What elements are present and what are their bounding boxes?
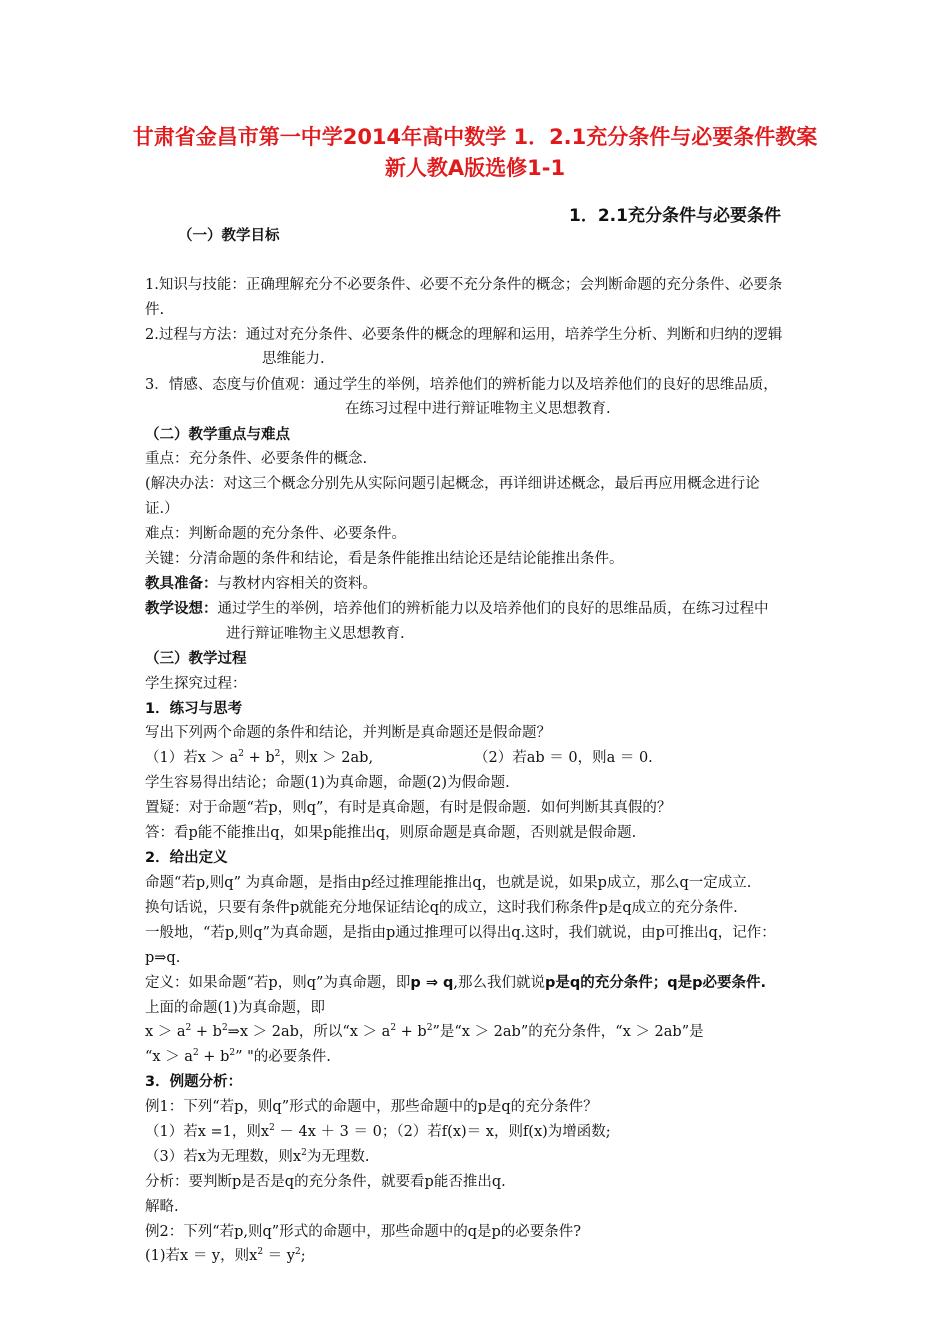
idea-line [145,599,769,619]
idea-label: 教学设想： [145,601,218,617]
practice-proposition-2: （2）若ab ＝ 0，则a ＝ 0. [474,750,653,766]
document-subtitle: 新人教A版选修1-1 [384,156,566,180]
tools-text: 与教材内容相关的资料。 [217,576,377,592]
example-1-analysis: 分析：要判断p是否是q的充分条件，就要看p能否推出q. [145,1174,506,1190]
tools-label: 教具准备： [145,576,218,592]
method-text-cont: 证.） [145,501,179,517]
practice-doubt: 置疑：对于命题“若p，则q”，有时是真命题，有时是假命题．如何判断其真假的？ [145,800,672,816]
example-1-solution: 解略. [145,1199,179,1215]
practice-answer: 答：看p能不能推出q，如果p能推出q，则原命题是真命题，否则就是假命题. [145,825,637,841]
practice-heading: 1．练习与思考 [145,701,243,717]
definition-heading: 2．给出定义 [145,850,228,866]
definition-line-8: “$x > a^2 + b^2$” "的必要条件. [145,1048,331,1065]
objective-2: 2.过程与方法：通过对充分条件、必要条件的概念的理解和运用，培养学生分析、判断和归纳的逻辑 [145,327,783,343]
example-1-item-3: （3）若x为无理数，则$x^2$为无理数. [145,1148,370,1165]
objective-3: 3．情感、态度与价值观：通过学生的举例，培养他们的辨析能力以及培养他们的良好的思维品质， [145,377,778,393]
difficulty-text: 难点：判断命题的充分条件、必要条件。 [145,526,406,542]
idea-text-cont: 进行辩证唯物主义思想教育. [226,626,405,642]
objectives-heading: （一）教学目标 [178,228,280,244]
practice-propositions: （1）若$x > a^2 + b^2$，则x ＞ 2ab, [145,749,374,766]
example-2-item-1: (1)若x ＝ y，则$x^2 = y^2$; [145,1247,306,1264]
definition-line-4: p⇒q. [145,950,181,966]
objective-3-cont: 在练习过程中进行辩证唯物主义思想教育. [345,401,611,417]
example-1-items: （1）若x =1，则$x^2 - 4x + 3 = 0$；（2）若f(x)＝ x，则f(x)为增函数; [145,1123,611,1140]
objective-1: 1.知识与技能：正确理解充分不必要条件、必要不充分条件的概念；会判断命题的充分条件、必要条 [145,277,783,293]
key-text: 关键：分清命题的条件和结论，看是条件能推出结论还是结论能推出条件。 [145,551,624,567]
process-heading: （三）教学过程 [145,651,247,667]
practice-conclusion: 学生容易得出结论；命题(1)为真命题，命题(2)为假命题. [145,775,510,791]
definition-line-3: 一般地，“若p,则q”为真命题，是指由p通过推理可以得出q.这时，我们就说，由p可推出q，记作： [145,925,776,941]
example-1: 例1：下列“若p，则q”形式的命题中，那些命题中的p是q的充分条件？ [145,1099,598,1115]
process-intro: 学生探究过程： [145,676,247,692]
section-title: 1．2.1充分条件与必要条件 [569,206,781,226]
definition-line-2: 换句话说，只要有条件p就能充分地保证结论q的成立，这时我们称条件p是q成立的充分条件. [145,900,738,916]
definition-line-6: 上面的命题(1)为真命题，即 [145,1000,326,1016]
document-title: 甘肃省金昌市第一中学2014年高中数学 1．2.1充分条件与必要条件教案 [132,125,818,149]
method-text: (解决办法：对这三个概念分别先从实际问题引起概念，再详细讲述概念，最后再应用概念进行论 [145,476,760,492]
examples-heading: 3．例题分析： [145,1074,243,1090]
objective-1-cont: 件. [145,302,165,318]
tools-line [145,574,377,594]
focus-text: 重点：充分条件、必要条件的概念. [145,451,368,467]
definition-line-7: $x > a^2$ + $b^2\Rightarrow x > 2ab$，所以“$x > a^2 + b^2$”是“x ＞ 2ab”的充分条件，“x ＞ 2ab”是 [145,1023,704,1040]
idea-text: 通过学生的举例，培养他们的辨析能力以及培养他们的良好的思维品质，在练习过程中 [217,601,769,617]
objective-2-cont: 思维能力. [262,351,325,367]
definition-statement: 定义：如果命题“若p，则q”为真命题，即p ⇒ q,那么我们就说p是q的充分条件；q是p必要条件. [145,975,767,991]
keypoints-heading: （二）教学重点与难点 [145,427,290,443]
definition-line-1: 命题“若p,则q” 为真命题，是指由p经过推理能推出q，也就是说，如果p成立，那么q一定成立. [145,875,752,891]
practice-question: 写出下列两个命题的条件和结论，并判断是真命题还是假命题？ [145,725,551,741]
example-2: 例2：下列“若p,则q”形式的命题中，那些命题中的q是p的必要条件? [145,1224,582,1240]
